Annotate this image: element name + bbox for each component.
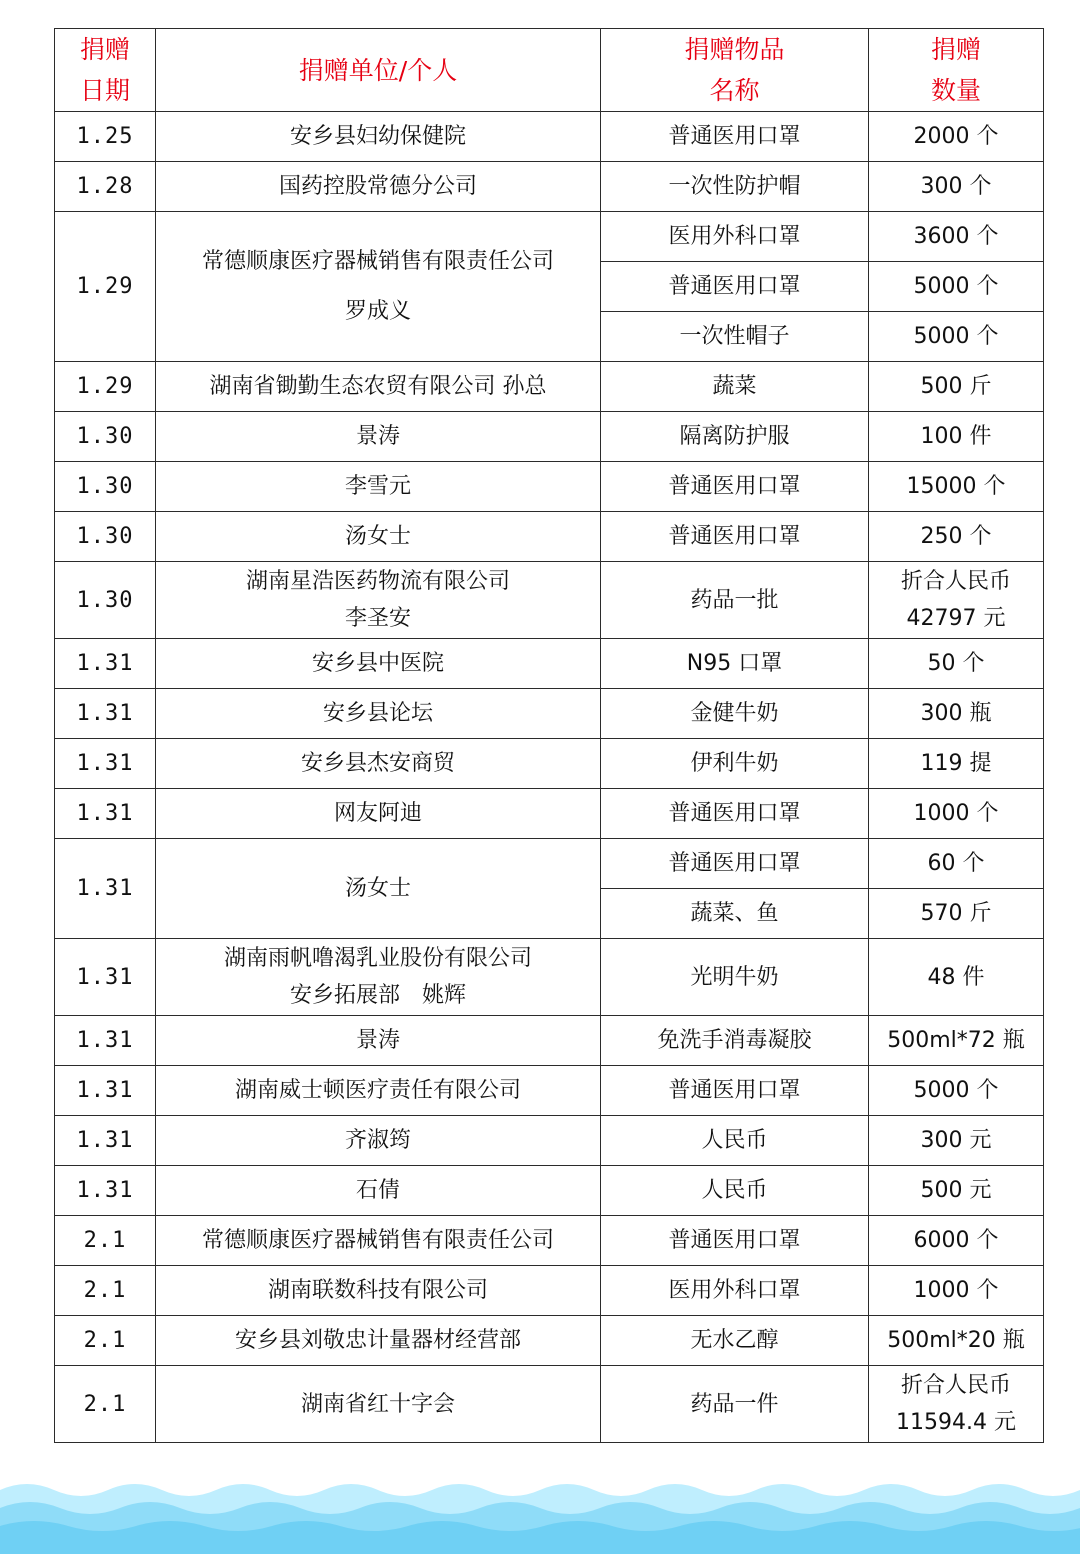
header-donor: 捐赠单位/个人 [156, 29, 601, 112]
quantity-cell: 300 瓶 [869, 689, 1044, 739]
table-header-row [55, 29, 1044, 112]
date-cell: 1.25 [55, 112, 156, 162]
date-cell: 1.30 [55, 562, 156, 639]
donor-cell: 常德顺康医疗器械销售有限责任公司 [156, 1216, 601, 1266]
item-cell: 普通医用口罩 [601, 112, 869, 162]
donor-cell: 湖南省红十字会 [156, 1366, 601, 1443]
item-cell: 一次性帽子 [601, 312, 869, 362]
quantity-cell: 50 个 [869, 639, 1044, 689]
quantity-cell: 3600 个 [869, 212, 1044, 262]
date-cell: 1.31 [55, 1166, 156, 1216]
item-cell: 普通医用口罩 [601, 1216, 869, 1266]
table-row [55, 839, 1044, 889]
donor-cell: 景涛 [156, 412, 601, 462]
date-cell: 1.30 [55, 462, 156, 512]
item-cell: N95 口罩 [601, 639, 869, 689]
table-row [55, 162, 1044, 212]
item-cell: 药品一批 [601, 562, 869, 639]
donor-cell: 景涛 [156, 1016, 601, 1066]
item-cell: 蔬菜、鱼 [601, 889, 869, 939]
donor-cell: 网友阿迪 [156, 789, 601, 839]
table-row [55, 1216, 1044, 1266]
quantity-cell: 500ml*72 瓶 [869, 1016, 1044, 1066]
table-row [55, 1166, 1044, 1216]
item-cell: 普通医用口罩 [601, 462, 869, 512]
item-cell: 普通医用口罩 [601, 262, 869, 312]
quantity-cell: 6000 个 [869, 1216, 1044, 1266]
table-row [55, 1316, 1044, 1366]
donor-cell: 安乡县妇幼保健院 [156, 112, 601, 162]
item-cell: 蔬菜 [601, 362, 869, 412]
quantity-cell: 500 斤 [869, 362, 1044, 412]
quantity-cell: 15000 个 [869, 462, 1044, 512]
table-row [55, 789, 1044, 839]
date-cell: 1.31 [55, 1116, 156, 1166]
date-cell: 1.28 [55, 162, 156, 212]
table-row [55, 112, 1044, 162]
date-cell: 1.31 [55, 939, 156, 1016]
quantity-cell: 60 个 [869, 839, 1044, 889]
date-cell: 2.1 [55, 1366, 156, 1443]
item-cell: 医用外科口罩 [601, 1266, 869, 1316]
date-cell: 1.30 [55, 412, 156, 462]
donor-cell: 汤女士 [156, 839, 601, 939]
quantity-cell: 1000 个 [869, 1266, 1044, 1316]
donation-table [54, 28, 1044, 1443]
date-cell: 1.31 [55, 789, 156, 839]
table-row [55, 689, 1044, 739]
item-cell: 药品一件 [601, 1366, 869, 1443]
donor-cell: 湖南省锄勤生态农贸有限公司 孙总 [156, 362, 601, 412]
date-cell: 1.29 [55, 212, 156, 362]
date-cell: 1.29 [55, 362, 156, 412]
item-cell: 一次性防护帽 [601, 162, 869, 212]
date-cell: 2.1 [55, 1216, 156, 1266]
donor-cell: 安乡县刘敬忠计量器材经营部 [156, 1316, 601, 1366]
donor-cell: 湖南威士顿医疗责任有限公司 [156, 1066, 601, 1116]
date-cell: 1.30 [55, 512, 156, 562]
table-row [55, 1266, 1044, 1316]
donor-cell: 湖南星浩医药物流有限公司 李圣安 [156, 562, 601, 639]
donor-cell: 安乡县中医院 [156, 639, 601, 689]
quantity-cell: 48 件 [869, 939, 1044, 1016]
quantity-cell: 1000 个 [869, 789, 1044, 839]
table-row [55, 1366, 1044, 1443]
quantity-cell: 570 斤 [869, 889, 1044, 939]
item-cell: 人民币 [601, 1116, 869, 1166]
table-row [55, 939, 1044, 1016]
table-row [55, 1016, 1044, 1066]
date-cell: 1.31 [55, 689, 156, 739]
table-row [55, 1116, 1044, 1166]
header-quantity: 捐赠 数量 [869, 29, 1044, 112]
table-row [55, 512, 1044, 562]
table-row [55, 212, 1044, 262]
quantity-cell: 5000 个 [869, 262, 1044, 312]
table-row [55, 739, 1044, 789]
date-cell: 2.1 [55, 1316, 156, 1366]
item-cell: 普通医用口罩 [601, 839, 869, 889]
item-cell: 人民币 [601, 1166, 869, 1216]
wave-decoration [0, 1470, 1080, 1554]
item-cell: 医用外科口罩 [601, 212, 869, 262]
table-row [55, 1066, 1044, 1116]
donor-cell: 安乡县杰安商贸 [156, 739, 601, 789]
table-row [55, 462, 1044, 512]
donor-cell: 湖南联数科技有限公司 [156, 1266, 601, 1316]
item-cell: 金健牛奶 [601, 689, 869, 739]
date-cell: 1.31 [55, 639, 156, 689]
quantity-cell: 2000 个 [869, 112, 1044, 162]
donor-cell: 湖南雨帆噜渴乳业股份有限公司 安乡拓展部 姚辉 [156, 939, 601, 1016]
quantity-cell: 100 件 [869, 412, 1044, 462]
quantity-cell: 折合人民币 42797 元 [869, 562, 1044, 639]
donor-cell: 常德顺康医疗器械销售有限责任公司 罗成义 [156, 212, 601, 362]
donor-cell: 国药控股常德分公司 [156, 162, 601, 212]
item-cell: 光明牛奶 [601, 939, 869, 1016]
quantity-cell: 300 元 [869, 1116, 1044, 1166]
item-cell: 伊利牛奶 [601, 739, 869, 789]
quantity-cell: 500 元 [869, 1166, 1044, 1216]
table-row [55, 639, 1044, 689]
header-item: 捐赠物品 名称 [601, 29, 869, 112]
quantity-cell: 5000 个 [869, 312, 1044, 362]
donor-cell: 安乡县论坛 [156, 689, 601, 739]
item-cell: 普通医用口罩 [601, 1066, 869, 1116]
quantity-cell: 250 个 [869, 512, 1044, 562]
item-cell: 普通医用口罩 [601, 789, 869, 839]
table-row [55, 412, 1044, 462]
quantity-cell: 500ml*20 瓶 [869, 1316, 1044, 1366]
table-row [55, 362, 1044, 412]
quantity-cell: 300 个 [869, 162, 1044, 212]
header-date: 捐赠 日期 [55, 29, 156, 112]
donor-cell: 李雪元 [156, 462, 601, 512]
date-cell: 1.31 [55, 1016, 156, 1066]
date-cell: 2.1 [55, 1266, 156, 1316]
donor-cell: 汤女士 [156, 512, 601, 562]
item-cell: 无水乙醇 [601, 1316, 869, 1366]
date-cell: 1.31 [55, 1066, 156, 1116]
quantity-cell: 119 提 [869, 739, 1044, 789]
item-cell: 免洗手消毒凝胶 [601, 1016, 869, 1066]
item-cell: 隔离防护服 [601, 412, 869, 462]
quantity-cell: 5000 个 [869, 1066, 1044, 1116]
quantity-cell: 折合人民币 11594.4 元 [869, 1366, 1044, 1443]
item-cell: 普通医用口罩 [601, 512, 869, 562]
donor-cell: 石倩 [156, 1166, 601, 1216]
date-cell: 1.31 [55, 739, 156, 789]
donor-cell: 齐淑筠 [156, 1116, 601, 1166]
table-row [55, 562, 1044, 639]
date-cell: 1.31 [55, 839, 156, 939]
